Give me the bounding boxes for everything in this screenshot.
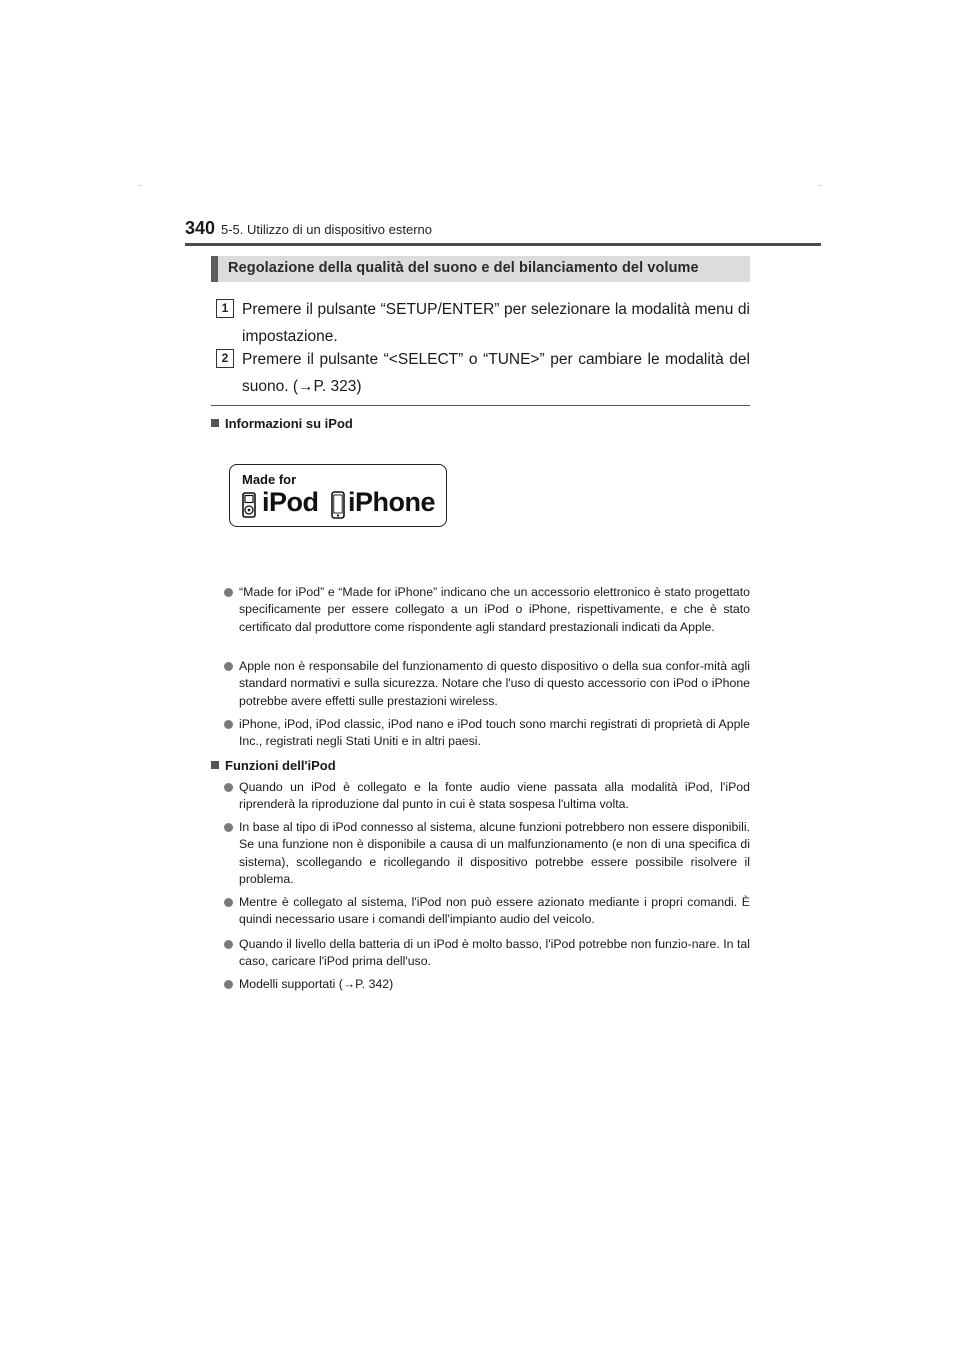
square-bullet-icon: [211, 419, 219, 427]
logo-iphone-text: iPhone: [348, 487, 436, 517]
step-number: 2: [216, 349, 234, 368]
step-number: 1: [216, 299, 234, 318]
iphone-icon: [331, 491, 345, 519]
crop-mark-left: [140, 185, 141, 186]
section-heading-bar: [211, 256, 750, 282]
bullet-dot-icon: [224, 662, 233, 671]
bullet-text: In base al tipo di iPod connesso al sistema, alcune funzioni potrebbero non essere disponibili. Se una funzione non è disponibile a causa di un malfunzionamento (e non di una specifica di sistema), scollegando e ricollegando il dispositivo potrebbe essere possibile risolvere il problema.: [239, 820, 750, 887]
subheading-text: Informazioni su iPod: [225, 416, 353, 431]
bullet-text: Quando il livello della batteria di un iPod è molto basso, l'iPod potrebbe non funzio-nare. In tal caso, caricare l'iPod prima dell'uso.: [239, 937, 750, 969]
made-for-ipod-iphone-logo: [229, 464, 447, 527]
page-header: [185, 214, 821, 246]
chapter-title: 5-5. Utilizzo di un dispositivo esterno: [221, 222, 432, 237]
divider: [211, 405, 750, 406]
step-text: Premere il pulsante “<SELECT” o “TUNE>” per cambiare le modalità del suono. (→P. 323): [242, 351, 750, 395]
page-number: 340: [185, 218, 216, 238]
bullet-dot-icon: [224, 823, 233, 832]
step-text: Premere il pulsante “SETUP/ENTER” per selezionare la modalità menu di impostazione.: [242, 301, 750, 345]
bullet-text: iPhone, iPod, iPod classic, iPod nano e iPod touch sono marchi registrati di proprietà di Apple Inc., registrati negli Stati Uniti e in altri paesi.: [239, 717, 750, 749]
subheading-text: Funzioni dell'iPod: [225, 758, 336, 773]
bullet-text: Modelli supportati (→P. 342): [239, 977, 394, 991]
bullet-dot-icon: [224, 940, 233, 949]
header-rule: [185, 243, 821, 246]
subheading-funzioni-ipod: [211, 758, 336, 773]
bullet-text: “Made for iPod” e “Made for iPhone” indicano che un accessorio elettronico è stato progettato specificamente per essere collegato a un iPod o iPhone, rispettivamente, e che è stato certificato dal produttore come rispondente agli standard prestazionali indicati da Apple.: [239, 585, 750, 634]
bullet-dot-icon: [224, 898, 233, 907]
bullet-dot-icon: [224, 588, 233, 597]
section-title: Regolazione della qualità del suono e del bilanciamento del volume: [228, 260, 699, 276]
square-bullet-icon: [211, 761, 219, 769]
ipod-icon: [242, 492, 256, 518]
bullet-dot-icon: [224, 783, 233, 792]
bullet-dot-icon: [224, 980, 233, 989]
bullet-text: Quando un iPod è collegato e la fonte audio viene passata alla modalità iPod, l'iPod riprenderà la riproduzione dal punto in cui è stata sospesa l'ultima volta.: [239, 780, 750, 812]
crop-mark-right: [820, 185, 821, 186]
logo-ipod-text: iPod: [262, 487, 319, 517]
bullet-dot-icon: [224, 720, 233, 729]
logo-made-for-text: Made for: [242, 472, 297, 487]
bullet-text: Apple non è responsabile del funzionamento di questo dispositivo o della sua confor-mità agli standard normativi e sulla sicurezza. Notare che l'uso di questo accessorio con iPod o iPhone potrebbe avere effetti sulle prestazioni wireless.: [239, 659, 750, 708]
bullet-text: Mentre è collegato al sistema, l'iPod non può essere azionato mediante i propri comandi. È quindi necessario usare i comandi dell'impianto audio del veicolo.: [239, 895, 750, 927]
subheading-info-ipod: [211, 416, 353, 431]
